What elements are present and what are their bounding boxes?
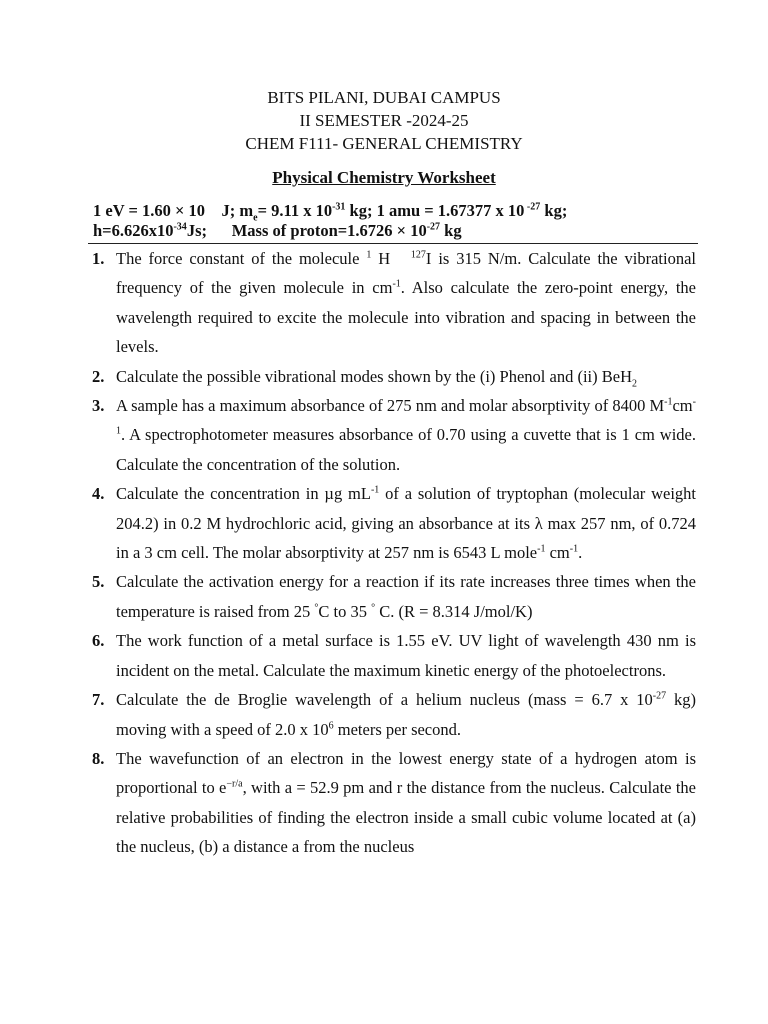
question-item [92,244,696,362]
semester-label: II SEMESTER -2024-25 [299,111,469,130]
question-item [92,744,696,862]
planck-unit: Js; [186,221,207,240]
question-item [92,391,696,479]
question-text: Calculate the de Broglie wavelength of a helium nucleus (mass = 6.7 x $10^{-27}$ kg) moving with a speed of 2.0 x $10^6$ meters per second. [116,690,696,739]
institution-name: BITS PILANI, DUBAI CAMPUS [267,88,501,107]
amu-unit: kg; [540,201,568,220]
proton-mass: Mass of proton=1.6726 × 10 [231,221,427,240]
question-number: 6. [92,631,105,651]
question-number: 1. [92,249,105,268]
ev-constant: 1 eV = 1.60 × 10 [93,201,205,220]
proton-mass-unit: kg [440,221,462,240]
planck-exponent: -34 [173,221,187,233]
amu-exponent: -27 [524,201,541,213]
question-number: 8. [92,748,105,768]
constants-line-2 [93,221,462,241]
question-number: 3. [92,396,105,416]
question-item [92,626,696,685]
me-subscript: e [253,212,258,224]
question-text: Calculate the activation energy for a reaction if its rate increases three times when the temperature is raised from 25 °C to 35 ° C. (R = 8.314 J/mol/K) [116,572,696,621]
question-text: Calculate the concentration in µg $mL^{-1}$ of a solution of tryptophan (molecular weight 204.2) in 0.2 M hydrochloric acid, giving an absorbance at its λ max 257 nm, of 0.724 in a 3 cm cell. The molar absorptivity at 257 nm is 6543 L mole$^{-1}$ $cm^{-1}$. [116,484,697,563]
question-number: 7. [92,690,105,710]
amu-constant: kg; 1 amu = 1.67377 x 10 [345,201,525,220]
electron-mass: = 9.11 x 10 [257,201,333,220]
question-text: A sample has a maximum absorbance of 275 nm and molar absorptivity of 8400 $M^{-1}cm^{-1}$. A spectrophotometer measures absorbance of 0.70 using a cuvette that is 1 cm wide. Calculate the concentration of the solution. [116,396,696,474]
ev-constant-unit: J; m [221,201,254,220]
planck-constant: h=6.626x10 [93,221,174,240]
electron-mass-exponent: -31 [332,201,346,213]
question-item [92,685,696,744]
question-number: 2. [92,366,105,386]
question-text: The force constant of the molecule $^1$ H $^{127}$I is 315 N/m. Calculate the vibrational frequency of the given molecule in $cm^{-1}$. Also calculate the zero-point energy, the wavelength required to excite the molecule into vibration and spacing in between the levels. [116,249,697,357]
question-number: 5. [92,572,105,592]
question-item [92,567,696,626]
question-text: The work function of a metal surface is 1.55 eV. UV light of wavelength 430 nm is incident on the metal. Calculate the maximum kinetic energy of the photoelectrons. [116,631,696,680]
worksheet-title: Physical Chemistry Worksheet [272,168,496,187]
proton-mass-exponent: -27 [426,221,441,233]
question-item [92,479,696,567]
course-title: CHEM F111- GENERAL CHEMISTRY [245,134,523,153]
question-list [92,244,696,862]
question-number: 4. [92,484,105,504]
question-text: The wavefunction of an electron in the lowest energy state of a hydrogen atom is proportional to $e^{-r/a}$, with a = 52.9 pm and r the distance from the nucleus. Calculate the relative probabilities of finding the electron inside a small cubic volume located at (a) the nucleus, (b) a distance a from the nucleus [116,748,696,857]
question-item [92,362,696,391]
question-text: Calculate the possible vibrational modes shown by the (i) Phenol and (ii) BeH$_2$ [116,366,637,389]
constants-line-1 [93,201,568,224]
